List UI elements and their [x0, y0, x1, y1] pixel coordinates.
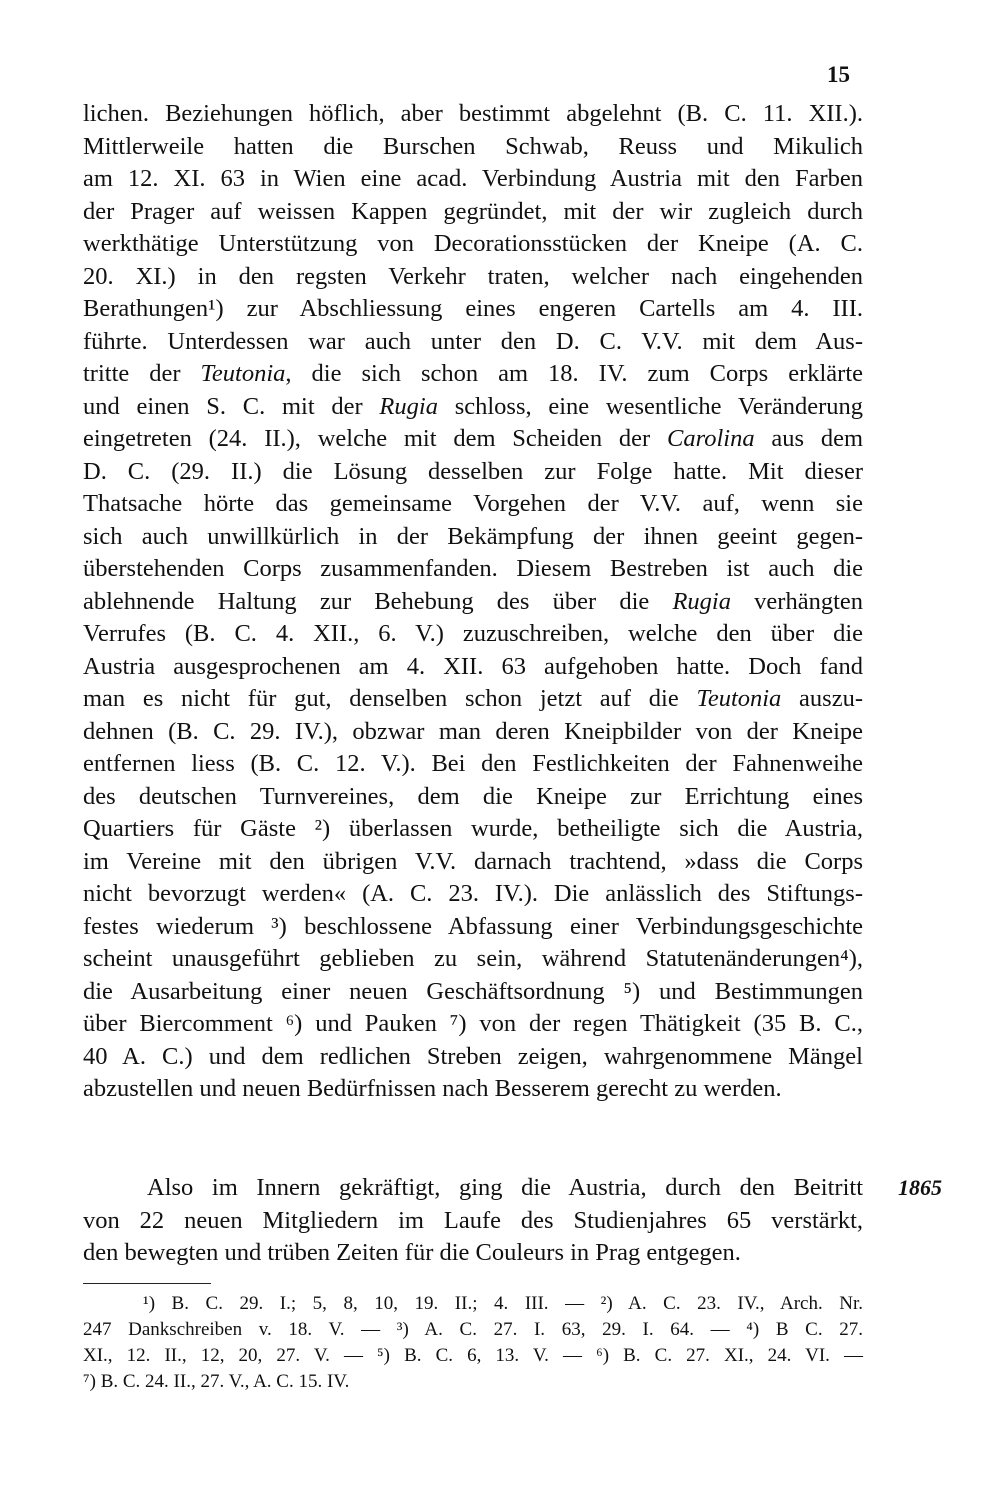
footnotes — [83, 1291, 863, 1395]
footnote-line: ⁷) B. C. 24. II., 27. V., A. C. 15. IV. — [83, 1371, 350, 1392]
text-line: über Biercomment ⁶) und Pauken ⁷) von der regen Thätigkeit (35 B. C., — [83, 1010, 863, 1037]
text-line: den bewegten und trüben Zeiten für die Couleurs in Prag entgegen. — [83, 1239, 741, 1266]
margin-year-note: 1865 — [898, 1175, 942, 1200]
text-line: scheint unausgeführt geblieben zu sein, während Statutenänderungen⁴), — [83, 945, 863, 972]
text-line: Also im Innern gekräftigt, ging die Austria, durch den Beitritt — [147, 1174, 863, 1201]
main-paragraph — [83, 98, 863, 1106]
footnote-line: XI., 12. II., 12, 20, 27. V. — ⁵) B. C. 6, 13. V. — ⁶) B. C. 27. XI., 24. VI. — — [83, 1345, 863, 1366]
text-line: D. C. (29. II.) die Lösung desselben zur Folge hatte. Mit dieser — [83, 457, 863, 485]
text-line: ablehnende Haltung zur Behebung des über die Rugia verhängten — [83, 587, 863, 615]
footnote-line: 247 Dankschreiben v. 18. V. — ³) A. C. 27. I. 63, 29. I. 64. — ⁴) B C. 27. — [83, 1319, 863, 1340]
text-line: der Prager auf weissen Kappen gegründet, mit der wir zugleich durch — [83, 197, 863, 225]
text-line: überstehenden Corps zusammenfanden. Diesem Bestreben ist auch die — [83, 555, 863, 582]
text-line: tritte der Teutonia, die sich schon am 18. IV. zum Corps erklärte — [83, 360, 863, 387]
text-line: man es nicht für gut, denselben schon jetzt auf die Teutonia auszu- — [83, 685, 863, 712]
text-line: im Vereine mit den übrigen V.V. darnach trachtend, »dass die Corps — [83, 847, 863, 875]
footnote-line: ¹) B. C. 29. I.; 5, 8, 10, 19. II.; 4. III. — ²) A. C. 23. IV., Arch. Nr. — [143, 1293, 863, 1314]
text-line: und einen S. C. mit der Rugia schloss, eine wesentliche Veränderung — [83, 392, 863, 420]
page-number: 15 — [827, 62, 850, 87]
footnote-separator — [83, 1283, 211, 1284]
text-line: Verrufes (B. C. 4. XII., 6. V.) zuzuschreiben, welche den über die — [83, 620, 863, 647]
text-line: werkthätige Unterstützung von Decorationsstücken der Kneipe (A. C. — [83, 230, 863, 257]
text-line: führte. Unterdessen war auch unter den D. C. V.V. mit dem Aus- — [83, 327, 863, 355]
text-line: dehnen (B. C. 29. IV.), obzwar man deren Kneipbilder von der Kneipe — [83, 717, 863, 745]
text-line: 40 A. C.) und dem redlichen Streben zeigen, wahrgenommene Mängel — [83, 1042, 863, 1070]
text-line: festes wiederum ³) beschlossene Abfassung einer Verbindungsgeschichte — [83, 912, 863, 940]
text-line: Mittlerweile hatten die Burschen Schwab, Reuss und Mikulich — [83, 132, 863, 160]
text-line: sich auch unwillkürlich in der Bekämpfung der ihnen geeint gegen- — [83, 522, 863, 550]
text-line: 20. XI.) in den regsten Verkehr traten, welcher nach eingehenden — [83, 262, 863, 290]
text-line: nicht bevorzugt werden« (A. C. 23. IV.). Die anlässlich des Stiftungs- — [83, 880, 863, 907]
text-line: abzustellen und neuen Bedürfnissen nach Besserem gerecht zu werden. — [83, 1075, 782, 1102]
text-line: am 12. XI. 63 in Wien eine acad. Verbindung Austria mit den Farben — [83, 165, 863, 192]
text-line: eingetreten (24. II.), welche mit dem Scheiden der Carolina aus dem — [83, 425, 863, 452]
text-line: von 22 neuen Mitgliedern im Laufe des Studienjahres 65 verstärkt, — [83, 1206, 863, 1234]
text-line: Austria ausgesprochenen am 4. XII. 63 aufgehoben hatte. Doch fand — [83, 652, 863, 680]
text-line: Thatsache hörte das gemeinsame Vorgehen der V.V. auf, wenn sie — [83, 490, 863, 517]
text-line: des deutschen Turnvereines, dem die Kneipe zur Errichtung eines — [83, 782, 863, 810]
text-line: Quartiers für Gäste ²) überlassen wurde, betheiligte sich die Austria, — [83, 815, 863, 842]
text-line: Berathungen¹) zur Abschliessung eines engeren Cartells am 4. III. — [83, 295, 863, 322]
text-line: entfernen liess (B. C. 12. V.). Bei den Festlichkeiten der Fahnenweihe — [83, 750, 863, 777]
text-line: die Ausarbeitung einer neuen Geschäftsordnung ⁵) und Bestimmungen — [83, 977, 863, 1005]
text-line: lichen. Beziehungen höflich, aber bestimmt abgelehnt (B. C. 11. XII.). — [83, 100, 863, 127]
second-paragraph — [83, 1172, 863, 1270]
